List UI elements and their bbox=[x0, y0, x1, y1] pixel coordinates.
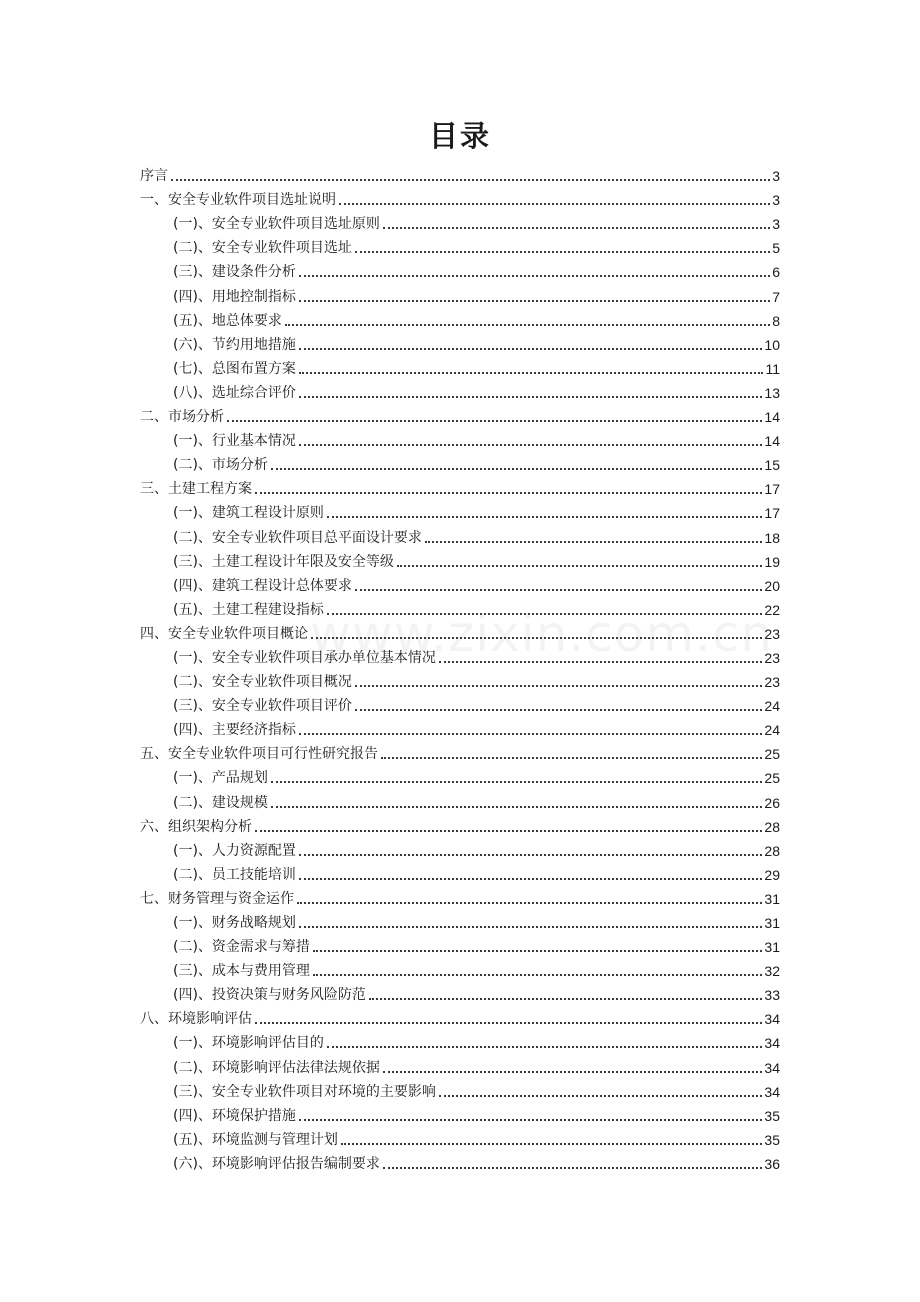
toc-subentry[interactable] bbox=[140, 643, 780, 667]
toc-entry-label: (四)、用地控制指标 bbox=[173, 288, 296, 305]
toc-entry[interactable] bbox=[140, 619, 780, 643]
toc-subentry[interactable] bbox=[140, 763, 780, 787]
toc-page-number: 24 bbox=[764, 698, 780, 715]
toc-entry-label: 八、环境影响评估 bbox=[140, 1011, 252, 1028]
toc-page-number: 23 bbox=[764, 674, 780, 691]
toc-page-number: 31 bbox=[764, 939, 780, 956]
toc-entry[interactable] bbox=[140, 884, 780, 908]
toc-page-number: 28 bbox=[764, 818, 780, 835]
toc-subentry[interactable] bbox=[140, 980, 780, 1004]
toc-dot-leader bbox=[355, 589, 762, 591]
toc-subentry[interactable] bbox=[140, 1052, 780, 1076]
toc-subentry[interactable] bbox=[140, 571, 780, 595]
toc-dot-leader bbox=[299, 444, 762, 446]
toc-entry-label: 七、财务管理与资金运作 bbox=[140, 890, 294, 907]
toc-title: 目录 bbox=[428, 119, 491, 153]
toc-entry-label: (一)、环境影响评估目的 bbox=[173, 1035, 324, 1052]
toc-page-number: 14 bbox=[764, 409, 780, 426]
toc-entry-label: 序言 bbox=[140, 168, 168, 185]
toc-page-number: 17 bbox=[764, 505, 780, 522]
toc-page-number: 31 bbox=[764, 890, 780, 907]
toc-page-number: 19 bbox=[764, 553, 780, 570]
toc-entry[interactable] bbox=[140, 1004, 780, 1028]
toc-entry-label: (二)、员工技能培训 bbox=[173, 866, 296, 883]
toc-entry-label: (三)、建设条件分析 bbox=[173, 264, 296, 281]
toc-dot-leader bbox=[355, 685, 762, 687]
toc-subentry[interactable] bbox=[140, 522, 780, 546]
toc-dot-leader bbox=[297, 902, 762, 904]
toc-page-number: 11 bbox=[765, 360, 780, 377]
toc-entry-label: (五)、地总体要求 bbox=[173, 312, 282, 329]
toc-entry-label: 一、安全专业软件项目选址说明 bbox=[140, 192, 336, 209]
toc-entry-label: (七)、总图布置方案 bbox=[173, 360, 296, 377]
toc-page-number: 5 bbox=[772, 240, 780, 257]
toc-dot-leader bbox=[313, 950, 762, 952]
toc-page-number: 36 bbox=[764, 1155, 780, 1172]
toc-dot-leader bbox=[327, 516, 762, 518]
toc-entry-label: (二)、市场分析 bbox=[173, 457, 268, 474]
toc-dot-leader bbox=[341, 1143, 762, 1145]
toc-page-number: 18 bbox=[764, 529, 780, 546]
toc-dot-leader bbox=[255, 1022, 762, 1024]
toc-page-number: 10 bbox=[764, 336, 780, 353]
toc-subentry[interactable] bbox=[140, 257, 780, 281]
toc-dot-leader bbox=[383, 227, 770, 229]
toc-page-number: 8 bbox=[772, 312, 780, 329]
toc-subentry[interactable] bbox=[140, 836, 780, 860]
toc-dot-leader bbox=[299, 372, 764, 374]
toc-entry-label: (二)、安全专业软件项目选址 bbox=[173, 240, 352, 257]
toc-page-number: 34 bbox=[764, 1083, 780, 1100]
toc-page-number: 20 bbox=[764, 577, 780, 594]
toc-page-number: 29 bbox=[764, 866, 780, 883]
toc-entry-label: (二)、安全专业软件项目概况 bbox=[173, 674, 352, 691]
toc-subentry[interactable] bbox=[140, 1101, 780, 1125]
toc-entry-label: (二)、建设规模 bbox=[173, 794, 268, 811]
toc-dot-leader bbox=[381, 757, 762, 759]
toc-entry-label: (二)、安全专业软件项目总平面设计要求 bbox=[173, 529, 422, 546]
toc-page-number: 35 bbox=[764, 1131, 780, 1148]
toc-dot-leader bbox=[299, 926, 762, 928]
toc-page-number: 32 bbox=[764, 963, 780, 980]
toc-subentry[interactable] bbox=[140, 330, 780, 354]
toc-entry[interactable] bbox=[140, 185, 780, 209]
toc-subentry[interactable] bbox=[140, 209, 780, 233]
toc-page-number: 14 bbox=[764, 433, 780, 450]
toc-dot-leader bbox=[299, 1119, 762, 1121]
toc-subentry[interactable] bbox=[140, 354, 780, 378]
toc-dot-leader bbox=[299, 300, 770, 302]
toc-subentry[interactable] bbox=[140, 306, 780, 330]
toc-entry-label: (二)、环境影响评估法律法规依据 bbox=[173, 1059, 380, 1076]
toc-dot-leader bbox=[439, 1095, 762, 1097]
toc-subentry[interactable] bbox=[140, 233, 780, 257]
toc-dot-leader bbox=[327, 613, 762, 615]
toc-page-number: 3 bbox=[772, 168, 780, 185]
toc-entry[interactable] bbox=[140, 739, 780, 763]
toc-subentry[interactable] bbox=[140, 378, 780, 402]
toc-dot-leader bbox=[299, 348, 762, 350]
toc-subentry[interactable] bbox=[140, 956, 780, 980]
toc-page-number: 31 bbox=[764, 915, 780, 931]
toc-dot-leader bbox=[439, 661, 762, 663]
toc-entry-label: (三)、安全专业软件项目对环境的主要影响 bbox=[173, 1083, 436, 1100]
toc-entry[interactable] bbox=[140, 474, 780, 498]
toc-page-number: 3 bbox=[772, 192, 780, 209]
toc-entry[interactable] bbox=[140, 161, 780, 185]
toc-dot-leader bbox=[311, 637, 762, 639]
toc-dot-leader bbox=[299, 733, 762, 735]
toc-subentry[interactable] bbox=[140, 1149, 780, 1173]
toc-page-number: 17 bbox=[764, 481, 780, 498]
toc-subentry[interactable] bbox=[140, 908, 780, 932]
toc-entry-label: (五)、环境监测与管理计划 bbox=[173, 1131, 338, 1148]
toc-subentry[interactable] bbox=[140, 547, 780, 571]
toc-entry-label: (一)、行业基本情况 bbox=[173, 433, 296, 450]
toc-entry-label: (一)、安全专业软件项目承办单位基本情况 bbox=[173, 649, 436, 666]
toc-subentry[interactable] bbox=[140, 1125, 780, 1149]
toc-subentry[interactable] bbox=[140, 450, 780, 474]
toc-dot-leader bbox=[271, 468, 762, 470]
toc-subentry[interactable] bbox=[140, 281, 780, 305]
toc-entry-label: (一)、产品规划 bbox=[173, 770, 268, 787]
toc-entry-label: (四)、建筑工程设计总体要求 bbox=[173, 577, 352, 594]
toc-subentry[interactable] bbox=[140, 1028, 780, 1052]
toc-dot-leader bbox=[383, 1071, 762, 1073]
toc-dot-leader bbox=[227, 420, 762, 422]
toc-entry-label: (六)、环境影响评估报告编制要求 bbox=[173, 1155, 380, 1172]
toc-entry-label: 五、安全专业软件项目可行性研究报告 bbox=[140, 746, 378, 763]
toc-entry-label: (八)、选址综合评价 bbox=[173, 384, 296, 401]
toc-entry-label: (五)、土建工程建设指标 bbox=[173, 601, 324, 618]
toc-page-number: 34 bbox=[764, 1035, 780, 1052]
toc-page-number: 13 bbox=[764, 384, 780, 401]
toc-entry[interactable] bbox=[140, 402, 780, 426]
toc-subentry[interactable] bbox=[140, 932, 780, 956]
toc-entry-label: 六、组织架构分析 bbox=[140, 818, 252, 835]
toc-entry-label: 三、土建工程方案 bbox=[140, 481, 252, 498]
toc-entry-label: (一)、财务战略规划 bbox=[173, 915, 296, 931]
toc-subentry[interactable] bbox=[140, 691, 780, 715]
toc-dot-leader bbox=[425, 541, 762, 543]
toc-entry-label: (一)、人力资源配置 bbox=[173, 842, 296, 859]
toc-dot-leader bbox=[299, 854, 762, 856]
toc-entry-label: 二、市场分析 bbox=[140, 409, 224, 426]
toc-subentry[interactable] bbox=[140, 715, 780, 739]
toc-entry-label: (三)、安全专业软件项目评价 bbox=[173, 698, 352, 715]
toc-page-number: 25 bbox=[764, 746, 780, 763]
toc-page-number: 7 bbox=[772, 288, 780, 305]
toc-page-number: 15 bbox=[764, 457, 780, 474]
toc-page-number: 23 bbox=[764, 649, 780, 666]
toc-dot-leader bbox=[327, 1046, 762, 1048]
toc-subentry[interactable] bbox=[140, 787, 780, 811]
toc-dot-leader bbox=[383, 1167, 762, 1169]
toc-page-number: 22 bbox=[764, 601, 780, 618]
toc-page-number: 24 bbox=[764, 722, 780, 739]
toc-dot-leader bbox=[271, 781, 762, 783]
toc-subentry[interactable] bbox=[140, 595, 780, 619]
toc-entry[interactable] bbox=[140, 812, 780, 836]
toc-dot-leader bbox=[299, 878, 762, 880]
toc-entry-label: (六)、节约用地措施 bbox=[173, 336, 296, 353]
toc-page-number: 28 bbox=[764, 842, 780, 859]
toc-subentry[interactable] bbox=[140, 1077, 780, 1101]
toc-entry-label: (三)、土建工程设计年限及安全等级 bbox=[173, 553, 394, 570]
toc-page-number: 25 bbox=[764, 770, 780, 787]
toc-page-number: 34 bbox=[764, 1011, 780, 1028]
toc-subentry[interactable] bbox=[140, 498, 780, 522]
toc-dot-leader bbox=[355, 251, 770, 253]
toc-subentry[interactable] bbox=[140, 667, 780, 691]
toc-page-number: 34 bbox=[764, 1059, 780, 1076]
toc-entry-label: (一)、建筑工程设计原则 bbox=[173, 505, 324, 522]
toc-dot-leader bbox=[299, 396, 762, 398]
toc-subentry[interactable] bbox=[140, 426, 780, 450]
toc-page-number: 3 bbox=[772, 216, 780, 233]
toc-dot-leader bbox=[313, 974, 762, 976]
toc-page-number: 26 bbox=[764, 794, 780, 811]
toc-dot-leader bbox=[355, 709, 762, 711]
toc-dot-leader bbox=[299, 275, 770, 277]
toc-dot-leader bbox=[255, 492, 762, 494]
toc-entry-label: 四、安全专业软件项目概论 bbox=[140, 625, 308, 642]
toc-entry-label: (一)、安全专业软件项目选址原则 bbox=[173, 216, 380, 233]
toc-dot-leader bbox=[397, 565, 762, 567]
toc-entry-label: (三)、成本与费用管理 bbox=[173, 963, 310, 980]
toc-subentry[interactable] bbox=[140, 860, 780, 884]
toc-entry-label: (四)、环境保护措施 bbox=[173, 1107, 296, 1124]
toc-entry-label: (四)、投资决策与财务风险防范 bbox=[173, 987, 366, 1004]
toc-dot-leader bbox=[339, 203, 770, 205]
toc-page-number: 23 bbox=[764, 625, 780, 642]
toc-dot-leader bbox=[285, 324, 770, 326]
toc-dot-leader bbox=[171, 179, 770, 181]
toc-entry-label: (二)、资金需求与筹措 bbox=[173, 939, 310, 956]
toc-dot-leader bbox=[255, 830, 762, 832]
toc-list bbox=[140, 161, 780, 1173]
toc-page-number: 33 bbox=[764, 987, 780, 1004]
toc-entry-label: (四)、主要经济指标 bbox=[173, 722, 296, 739]
toc-dot-leader bbox=[369, 998, 762, 1000]
toc-page-number: 6 bbox=[772, 264, 780, 281]
toc-dot-leader bbox=[271, 806, 762, 808]
toc-page-number: 35 bbox=[764, 1107, 780, 1124]
